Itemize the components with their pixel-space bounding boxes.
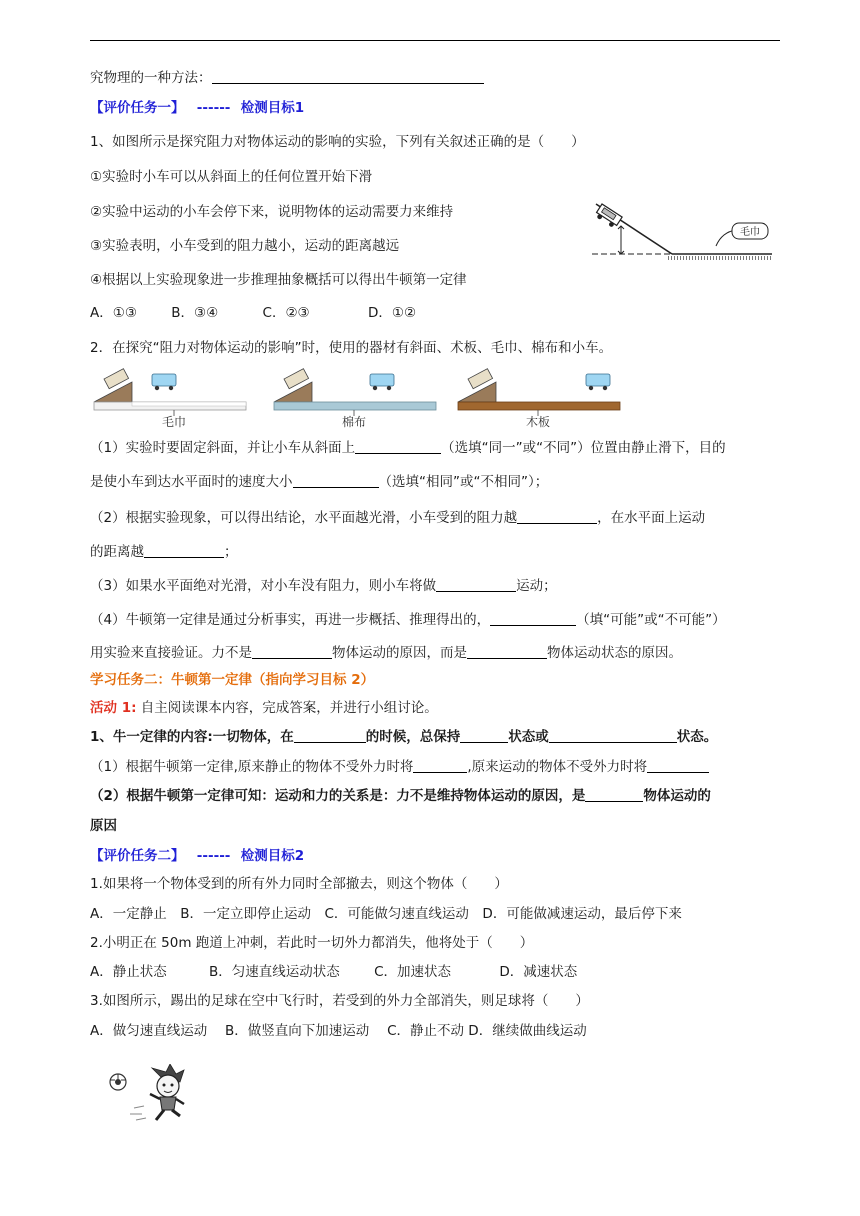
newton-law-line: 1、牛一定律的内容:一切物体，在 的时候，总保持 状态或 状态。 [90, 729, 718, 745]
blank-distance[interactable] [144, 543, 224, 558]
football-kicker-figure [100, 1064, 192, 1124]
e2-stem: 2.小明正在 50m 跑道上冲刺，若此时一切外力都消失，他将处于（ ） [90, 935, 534, 951]
q1-option-b[interactable]: B．③④ [171, 305, 219, 321]
cart-icon [594, 204, 622, 229]
blank-change-motion[interactable] [585, 787, 643, 802]
q1-options [90, 303, 416, 323]
q2-part3: （3）如果水平面绝对光滑，对小车没有阻力，则小车将做 运动； [90, 578, 557, 594]
football-icon [110, 1074, 126, 1090]
e1-options[interactable]: A．一定静止 B．一定立即停止运动 C．可能做匀速直线运动 D．可能做减速运动，最后停下来 [90, 906, 682, 922]
towel-surface-label: 毛巾 [161, 415, 187, 428]
q1-option-c[interactable]: C．②③ [262, 305, 310, 321]
cotton-surface-label: 棉布 [341, 415, 367, 428]
q2-part1-line2: 是使小车到达水平面时的速度大小 （选填“相同”或“不相同”）； [90, 474, 549, 490]
towel-surface-figure [92, 366, 252, 428]
q1-statement-3: ③实验表明，小车受到的阻力越小，运动的距离越远 [90, 238, 400, 254]
q2-part1-line1: （1）实验时要固定斜面，并让小车从斜面上 （选填“同一”或“不同”）位置由静止滑下，目的 [90, 440, 726, 456]
e2-option-a[interactable]: A．静止状态 [90, 964, 167, 980]
e2-options [90, 962, 577, 982]
q2-part4-line2: 用实验来直接验证。力不是 物体运动的原因，而是 物体运动状态的原因。 [90, 645, 682, 661]
q1-stem: 1、如图所示是探究阻力对物体运动的影响的实验，下列有关叙述正确的是（ ） [90, 134, 585, 150]
wood-surface-label: 木板 [525, 415, 551, 428]
activity-1-line: 活动 1: 自主阅读课本内容，完成答案，并进行小组讨论。 [90, 700, 438, 716]
blank-moving[interactable] [647, 758, 709, 773]
task2-sub2-line2: 原因 [90, 818, 117, 834]
blank-motion-type[interactable] [436, 577, 516, 592]
q2-part4-line1: （4）牛顿第一定律是通过分析事实，再进一步概括、推理得出的， （填“可能”或“不可能”） [90, 612, 726, 628]
towel-label: 毛巾 [740, 227, 760, 238]
ramp-figure [588, 196, 774, 268]
blank-possible[interactable] [490, 611, 576, 626]
blank-still[interactable] [413, 758, 467, 773]
blank-same-position[interactable] [355, 439, 441, 454]
e2-option-c[interactable]: C．加速状态 [374, 964, 452, 980]
q1-statement-4: ④根据以上实验现象进一步推理抽象概括可以得出牛顿第一定律 [90, 272, 467, 288]
blank-speed-same[interactable] [293, 473, 379, 488]
e1-stem: 1.如果将一个物体受到的所有外力同时全部撤去，则这个物体（ ） [90, 876, 508, 892]
q2-part2-line1: （2）根据实验现象，可以得出结论，水平面越光滑，小车受到的阻力越 ，在水平面上运动 [90, 510, 706, 526]
eval-task-1-heading: 【评价任务一】 ------ 检测目标1 [90, 100, 305, 116]
task2-sub2-line1: （2）根据牛顿第一定律可知：运动和力的关系是：力不是维持物体运动的原因，是 物体运动的 [90, 788, 711, 804]
blank-friction[interactable] [517, 509, 597, 524]
task2-sub1: （1）根据牛顿第一定律,原来静止的物体不受外力时将 ,原来运动的物体不受外力时将 [90, 757, 709, 777]
blank-rest[interactable] [460, 728, 508, 743]
e2-option-b[interactable]: B．匀速直线运动状态 [209, 964, 340, 980]
cotton-surface-figure [272, 366, 440, 428]
q2-part2-line2: 的距离越 ； [90, 544, 238, 560]
e3-stem: 3.如图所示，踢出的足球在空中飞行时，若受到的外力全部消失，则足球将（ ） [90, 993, 589, 1009]
blank-change[interactable] [467, 644, 547, 659]
header-rule [90, 40, 780, 41]
answer-blank[interactable] [212, 69, 484, 84]
blank-uniform[interactable] [549, 728, 677, 743]
q1-option-a[interactable]: A．①③ [90, 305, 137, 321]
task2-heading: 学习任务二：牛顿第一定律（指向学习目标 2） [90, 672, 375, 688]
q1-option-d[interactable]: D．①② [367, 305, 417, 321]
q1-statement-1: ①实验时小车可以从斜面上的任何位置开始下滑 [90, 169, 373, 185]
e2-option-d[interactable]: D．减速状态 [499, 964, 578, 980]
e3-options[interactable]: A．做匀速直线运动 B．做竖直向下加速运动 C．静止不动 D．继续做曲线运动 [90, 1023, 587, 1039]
blank-maintain[interactable] [252, 644, 332, 659]
eval-task-2-heading: 【评价任务二】 ------ 检测目标2 [90, 848, 305, 864]
method-line: 究物理的一种方法： [90, 68, 484, 88]
q1-statement-2: ②实验中运动的小车会停下来，说明物体的运动需要力来维持 [90, 204, 454, 220]
wood-surface-figure [456, 366, 624, 428]
q2-stem: 2．在探究“阻力对物体运动的影响”时，使用的器材有斜面、术板、毛巾、棉布和小车。 [90, 340, 613, 356]
blank-no-force[interactable] [294, 728, 366, 743]
